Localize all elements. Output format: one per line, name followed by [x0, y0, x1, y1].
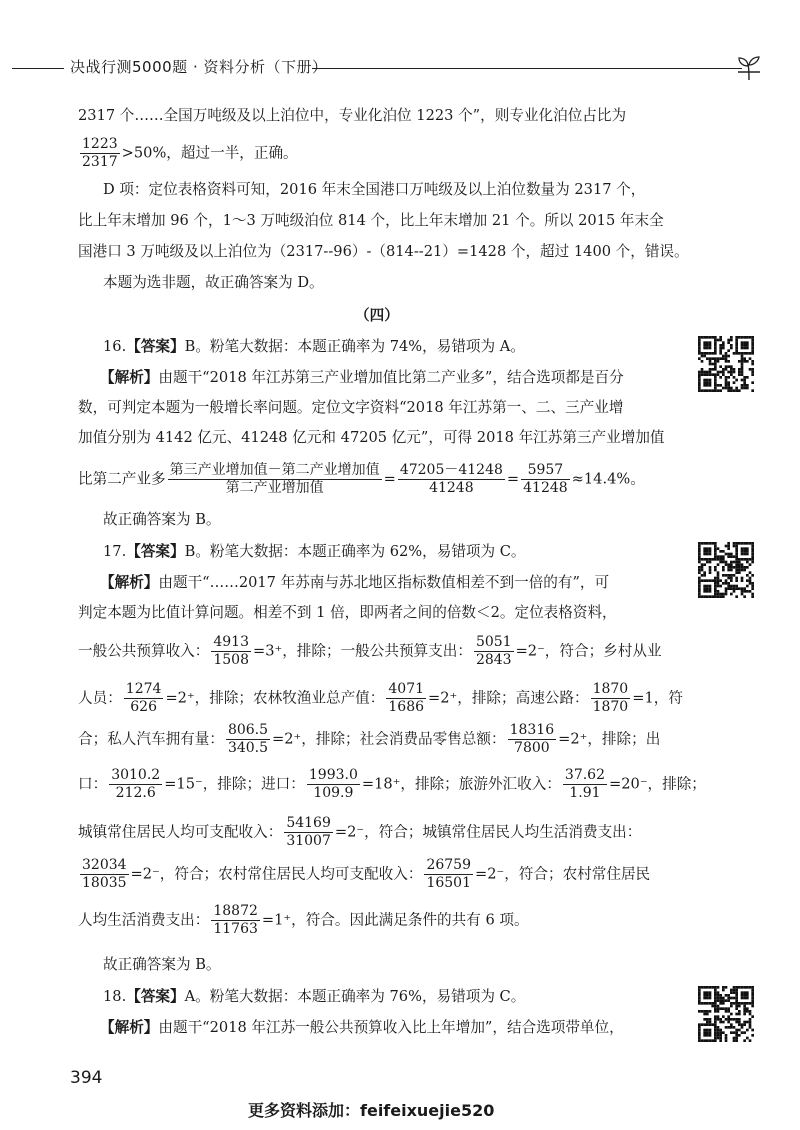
section-heading: （四）: [355, 307, 399, 324]
fraction: $\frac{18872}{11763}$: [213, 903, 258, 937]
fraction: $\frac{47205-41248}{41248}$: [399, 462, 503, 496]
fraction: $\frac{37.62}{1.91}$: [564, 767, 606, 801]
calc-line: 城镇常住居民人均可支配收入： $\frac{54169}{31007}$ =2⁻，符合；城镇常住居民人均生活消费支出：: [78, 815, 642, 849]
fraction: $\frac{5051}{2843}$: [475, 634, 512, 668]
header-title: 决战行测5000题 · 资料分析（下册）: [70, 58, 328, 76]
explanation-16: 【解析】由题干“2018 年江苏第三产业增加值比第二产业多”，结合选项都是百分: [100, 369, 624, 386]
text-line: 数，可判定本题为一般增长率问题。定位文字资料“2018 年江苏第一、二、三产业增: [78, 399, 624, 416]
fraction: $\frac{18316}{7800}$: [509, 722, 555, 756]
calc-line: 口： $\frac{3010.2}{212.6}$ =15⁻，排除；进口： $\frac{1993.0}{109.9}$ =18⁺，排除；旅游外汇收入： $\frac{37.62}{1.91}$ =20⁻，排除；: [78, 767, 706, 801]
calc-line: $\frac{32034}{18035}$ =2⁻，符合；农村常住居民人均可支配收入： $\frac{26759}{16501}$ =2⁻，符合；农村常住居民: [82, 857, 651, 891]
text-line: 加值分别为 4142 亿元、41248 亿元和 47205 亿元”，可得 2018 年江苏第三产业增加值: [78, 429, 665, 446]
calc-line: 合；私人汽车拥有量： $\frac{806.5}{340.5}$ =2⁺，排除；社会消费品零售总额： $\frac{18316}{7800}$ =2⁺，排除；出: [78, 722, 661, 756]
text-line: 判定本题为比值计算问题。相差不到 1 倍，即两者之间的倍数＜2。定位表格资料，: [78, 604, 617, 621]
text-line: 2317 个……全国万吨级及以上泊位中，专业化泊位 1223 个”，则专业化泊位占比为: [78, 107, 627, 124]
text-line: 故正确答案为 B。: [103, 511, 221, 528]
fraction: $\frac{1274}{626}$: [125, 681, 162, 715]
fraction: $\frac{26759}{16501}$: [426, 857, 471, 891]
fraction: $\frac{54169}{31007}$: [286, 815, 331, 849]
fraction: $\frac{4071}{1686}$: [388, 681, 425, 715]
fraction: $\frac{32034}{18035}$: [82, 857, 127, 891]
header-rule-right: [312, 68, 742, 69]
fraction: $\frac{3010.2}{212.6}$: [111, 767, 161, 801]
answer-17: 17.【答案】B。粉笔大数据：本题正确率为 62%，易错项为 C。: [103, 543, 526, 560]
header-rule-left: [12, 68, 64, 69]
qr-code-17[interactable]: [698, 542, 762, 598]
text-line: D 项：定位表格资料可知，2016 年末全国港口万吨级及以上泊位数量为 2317 个，: [103, 181, 646, 198]
qr-code-16[interactable]: [698, 336, 762, 392]
calc-line: 人均生活消费支出： $\frac{18872}{11763}$ =1⁺，符合。因此满足条件的共有 6 项。: [78, 903, 529, 937]
calc-line: 一般公共预算收入： $\frac{4913}{1508}$ =3⁺，排除；一般公共预算支出： $\frac{5051}{2843}$ =2⁻，符合；乡村从业: [78, 634, 662, 668]
calc-line-16: 比第二产业多 第三产业增加值－第二产业增加值 第二产业增加值 = $\frac{47205-41248}{41248}$ = $\frac{5957}{41248}$ ≈14.4%。: [78, 462, 645, 496]
qr-code-18[interactable]: [698, 986, 762, 1042]
fraction: 第三产业增加值－第二产业增加值 第二产业增加值: [169, 462, 380, 496]
calc-line: 人员： $\frac{1274}{626}$ =2⁺，排除；农林牧渔业总产值： $\frac{4071}{1686}$ =2⁺，排除；高速公路： $\frac{1870}{1870}$ =1，符: [78, 681, 683, 715]
fraction: $\frac{1223}{2317}$: [82, 136, 118, 170]
fraction: $\frac{4913}{1508}$: [213, 634, 249, 668]
fraction: $\frac{806.5}{340.5}$: [227, 722, 269, 756]
footer-note: 更多资料添加：feifeixuejie520: [248, 1101, 495, 1120]
fraction: $\frac{5957}{41248}$: [523, 462, 568, 496]
explanation-18: 【解析】由题干“2018 年江苏一般公共预算收入比上年增加”，结合选项带单位，: [100, 1019, 624, 1036]
fraction: $\frac{1993.0}{109.9}$: [308, 767, 358, 801]
explanation-17: 【解析】由题干“……2017 年苏南与苏北地区指标数值相差不到一倍的有”，可: [100, 574, 610, 591]
answer-18: 18.【答案】A。粉笔大数据：本题正确率为 76%，易错项为 C。: [103, 988, 526, 1005]
answer-16: 16.【答案】B。粉笔大数据：本题正确率为 74%，易错项为 A。: [103, 338, 525, 355]
sprout-icon: [736, 54, 762, 82]
running-header: [0, 52, 800, 82]
text-line: 本题为选非题，故正确答案为 D。: [103, 274, 324, 291]
text-line: 比上年末增加 96 个，1～3 万吨级泊位 814 个，比上年末增加 21 个。所以 2015 年末全: [78, 212, 664, 229]
fraction: $\frac{1870}{1870}$: [592, 681, 629, 715]
text-line: 国港口 3 万吨级及以上泊位为（2317--96）-（814--21）=1428 个，超过 1400 个，错误。: [78, 243, 689, 260]
page-number: 394: [70, 1068, 103, 1088]
text-line: 故正确答案为 B。: [103, 956, 221, 973]
fraction-line: $\frac{1223}{2317}$ >50%，超过一半，正确。: [82, 136, 298, 170]
